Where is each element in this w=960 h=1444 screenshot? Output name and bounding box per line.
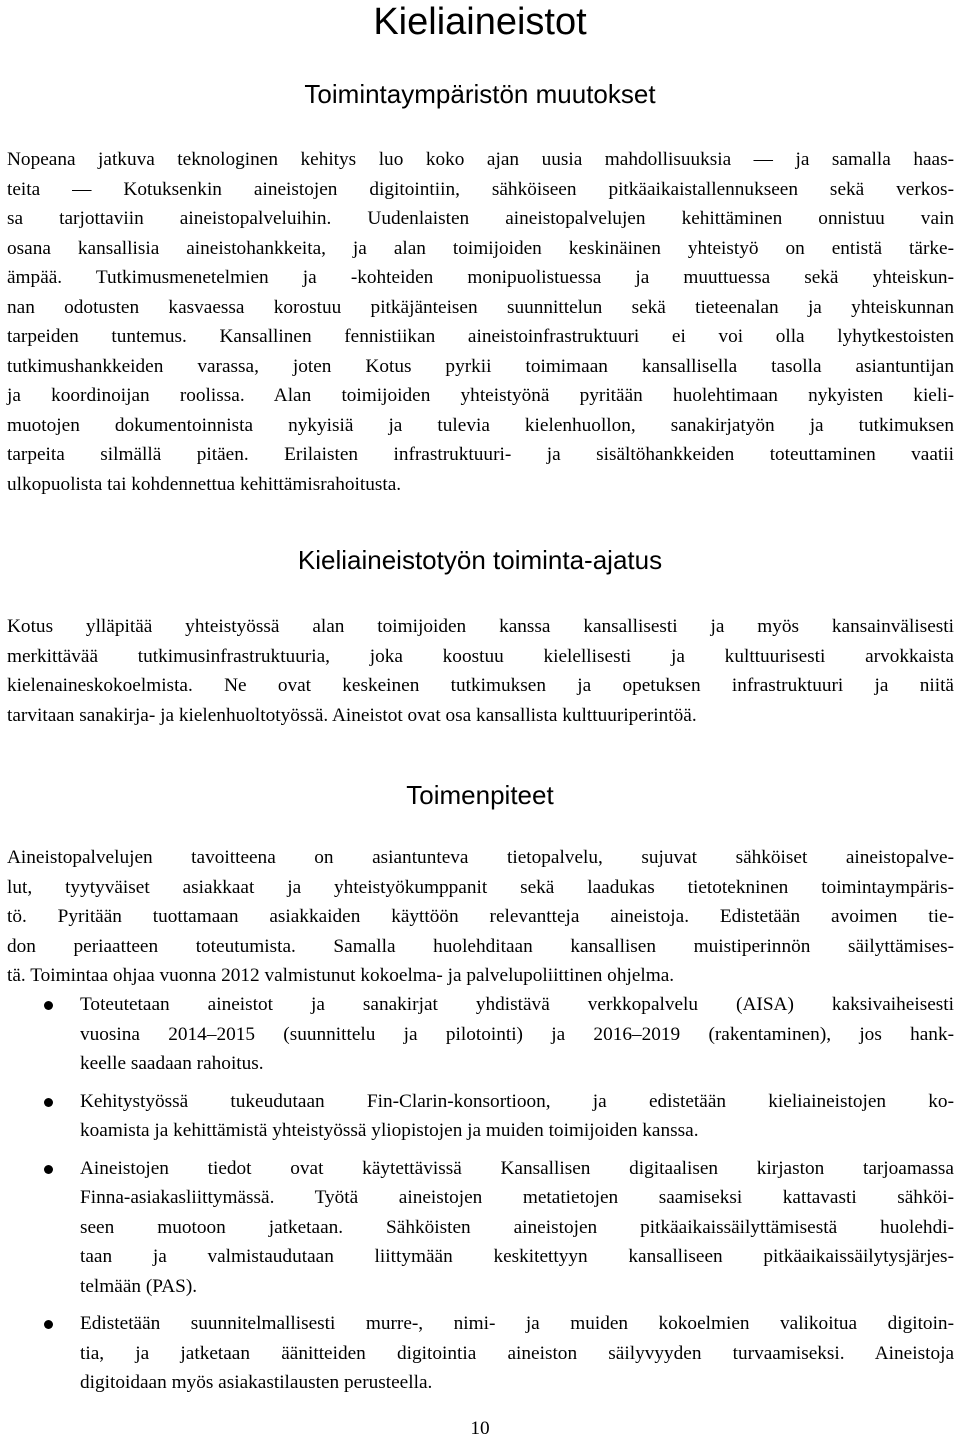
text-line: tarpeiden tuntemus. Kansallinen fennistiikan aineistoinfrastruktuuri ei voi olla lyhytkestoisten	[7, 326, 954, 347]
text-line: tarpeita silmällä pitäen. Erilaisten infrastruktuuri- ja sisältöhankkeiden toteuttaminen vaatii	[7, 444, 954, 465]
bullet-list-toimenpiteet	[0, 990, 960, 1406]
text-line: taan ja valmistaudutaan liittymään keskitettyyn kansalliseen pitkäaikaissäilytysjärjes-	[80, 1246, 954, 1267]
text-line: nan odotusten kasvaessa korostuu pitkäjänteisen suunnittelun sekä tieteenalan ja yhteiskunnan	[7, 296, 954, 318]
text-line: ulkopuolista tai kohdennettua kehittämisrahoitusta.	[7, 473, 402, 495]
text-line: Nopeana jatkuva teknologinen kehitys luo koko ajan uusia mahdollisuuksia — ja samalla haas-	[7, 149, 954, 170]
text-line: osana kansallisia aineistohankkeita, ja alan toimijoiden keskinäinen yhteistyö on entistä tärke-	[7, 237, 954, 259]
text-line: seen muotoon jatketaan. Sähköisten aineistojen pitkäaikaissäilyttämisestä huolehdi-	[80, 1216, 954, 1238]
text-line: tä. Toimintaa ohjaa vuonna 2012 valmistunut kokoelma- ja palvelupoliittinen ohjelma.	[7, 965, 675, 986]
text-line: digitoidaan myös asiakastilausten perusteella.	[80, 1372, 433, 1393]
bullet-dot-icon	[44, 1098, 53, 1107]
text-line: tarvitaan sanakirja- ja kielenhuoltotyössä. Aineistot ovat osa kansallista kulttuuriperintöä.	[7, 704, 697, 726]
text-line: ja koordinoijan roolissa. Alan toimijoiden yhteistyönä pyritään huolehtimaan nykyisten kieli-	[7, 385, 954, 406]
text-line: Toteutetaan aineistot ja sanakirjat yhdistävä verkkopalvelu (AISA) kaksivaiheisesti	[80, 994, 954, 1015]
text-line: tutkimushankkeiden varassa, joten Kotus pyrkii toimimaan kansallisella tasolla asiantuntijan	[7, 355, 954, 377]
text-line: keelle saadaan rahoitus.	[80, 1053, 264, 1074]
list-item	[0, 990, 954, 1079]
list-item	[0, 1309, 954, 1398]
section-heading-toimenpiteet: Toimenpiteet	[406, 780, 554, 810]
section-heading-toimintaymparisto: Toimintaympäristön muutokset	[304, 79, 656, 109]
text-line: Kehitystyössä tukeudutaan Fin-Clarin-konsortioon, ja edistetään kieliaineistojen ko-	[80, 1090, 954, 1112]
text-line: sa tarjottaviin aineistopalveluihin. Uudenlaisten aineistopalvelujen kehittäminen onnistuu vain	[7, 208, 954, 229]
text-line: ämpää. Tutkimusmenetelmien ja -kohteiden monipuolistuessa ja muuttuessa sekä yhteiskun-	[7, 267, 954, 288]
paragraph-toimintaymparisto	[7, 145, 954, 499]
text-line: tö. Pyritään tuottamaan asiakkaiden käyttöön relevantteja aineistoja. Edistetään avoimen tie-	[7, 906, 954, 927]
text-line: tia, ja jatketaan äänitteiden digitointia aineiston säilyvyyden turvaamiseksi. Aineistoja	[80, 1342, 954, 1364]
text-line: Edistetään suunnitelmallisesti murre-, nimi- ja muiden kokoelmien valikoitua digitoin-	[80, 1313, 954, 1334]
text-line: don periaatteen toteutumista. Samalla huolehditaan kansallisen muistiperinnön säilyttämises-	[7, 935, 954, 957]
text-line: merkittävää tutkimusinfrastruktuuria, joka koostuu kielellisesti ja kulttuurisesti arvokkaista	[7, 645, 954, 667]
text-line: Aineistopalvelujen tavoitteena on asiantunteva tietopalvelu, sujuvat sähköiset aineistopalve-	[7, 847, 954, 868]
text-line: Finna-asiakasliittymässä. Työtä aineistojen metatietojen saamiseksi kattavasti sähköi-	[80, 1187, 954, 1208]
text-line: koamista ja kehittämistä yhteistyössä yliopistojen ja muiden toimijoiden kanssa.	[80, 1120, 699, 1141]
section-heading-toiminta-ajatus: Kieliaineistotyön toiminta-ajatus	[297, 545, 663, 575]
text-line: muotojen dokumentoinnista nykyisiä ja tulevia kielenhuollon, sanakirjatyön ja tutkimuksen	[7, 414, 954, 436]
text-line: kielenaineskokoelmista. Ne ovat keskeinen tutkimuksen ja opetuksen infrastruktuuri ja niitä	[7, 675, 954, 696]
document-title: Kieliaineistot	[373, 1, 587, 43]
text-line: telmään (PAS).	[80, 1275, 198, 1297]
text-line: teita — Kotuksenkin aineistojen digitointiin, sähköiseen pitkäaikaistallennukseen sekä verkos-	[7, 178, 954, 200]
bullet-dot-icon	[44, 1320, 53, 1329]
paragraph-toiminta-ajatus	[7, 612, 954, 730]
text-line: Kotus ylläpitää yhteistyössä alan toimijoiden kanssa kansallisesti ja myös kansainvälisesti	[7, 616, 954, 637]
text-line: vuosina 2014–2015 (suunnittelu ja pilotointi) ja 2016–2019 (rakentaminen), jos hank-	[80, 1023, 954, 1045]
text-line: Aineistojen tiedot ovat käytettävissä Kansallisen digitaalisen kirjaston tarjoamassa	[80, 1157, 954, 1179]
page-number: 10	[470, 1418, 490, 1439]
list-item	[0, 1087, 954, 1146]
bullet-dot-icon	[44, 1001, 53, 1010]
list-item	[0, 1154, 954, 1302]
bullet-dot-icon	[44, 1165, 53, 1174]
paragraph-toimenpiteet	[7, 843, 954, 991]
text-line: lut, tyytyväiset asiakkaat ja yhteistyökumppanit sekä laadukas tietotekninen toimintaympäris-	[7, 876, 954, 898]
